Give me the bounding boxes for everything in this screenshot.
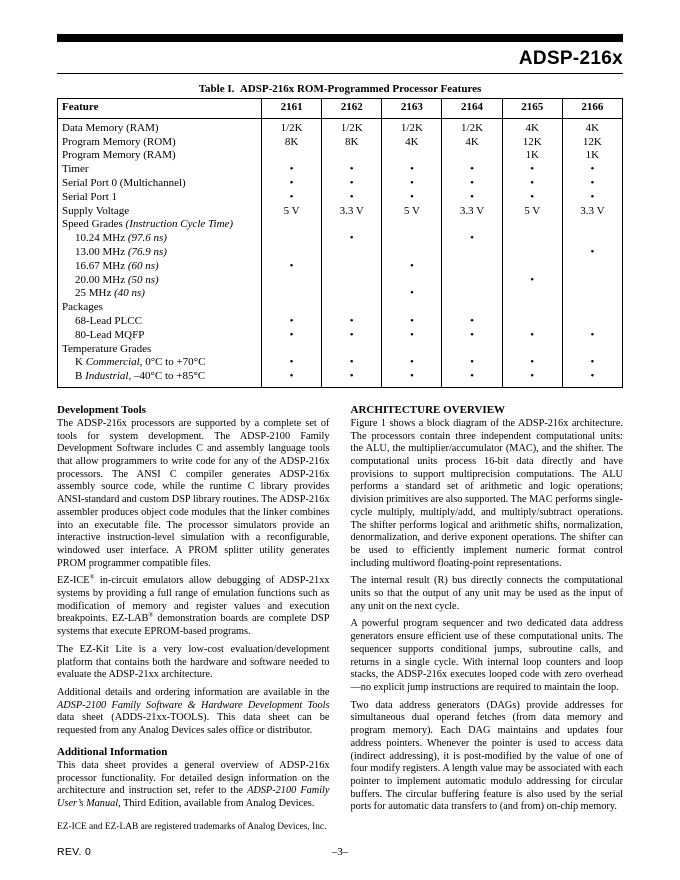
empty-cell	[322, 260, 382, 274]
empty-cell	[442, 246, 502, 260]
value-cell: •	[322, 191, 382, 205]
section-heading-development-tools: Development Tools	[57, 403, 146, 416]
value-cell: 4K	[502, 118, 562, 135]
value-cell: 4K	[442, 136, 502, 150]
value-cell: •	[562, 177, 622, 191]
empty-cell	[442, 260, 502, 274]
table-row	[58, 118, 623, 135]
paragraph-development-tools-3: The EZ-Kit Lite is a very low-cost evaluation/development platform that contains both the hardware and software needed to evaluate the ADSP-21xx architecture.	[57, 643, 330, 681]
empty-cell	[562, 343, 622, 357]
value-cell: 8K	[322, 136, 382, 150]
value-cell: 3.3 V	[442, 205, 502, 219]
empty-cell	[562, 274, 622, 288]
column-header-2161: 2161	[262, 99, 322, 119]
section-heading-additional-information: Additional Information	[57, 745, 168, 758]
empty-cell	[262, 218, 322, 232]
value-cell: •	[442, 356, 502, 370]
value-cell: 1/2K	[322, 118, 382, 135]
feature-cell: Packages	[62, 301, 103, 314]
empty-cell	[502, 287, 562, 301]
table-row	[58, 232, 623, 246]
feature-cell: Serial Port 1	[62, 190, 117, 203]
value-cell: •	[262, 356, 322, 370]
value-cell: •	[262, 177, 322, 191]
empty-cell	[382, 274, 442, 288]
value-cell: •	[442, 163, 502, 177]
empty-cell	[442, 287, 502, 301]
paragraph-development-tools-2: EZ-ICE® in-circuit emulators allow debugging of ADSP-21xx systems by providing a full range of emulation functions such as modification of memory and register values and execution breakpoints. EZ-LAB® demonstration boards are complete DSP systems that execute EPROM-based programs.	[57, 573, 330, 638]
value-cell: •	[562, 191, 622, 205]
feature-cell: Supply Voltage	[62, 204, 130, 217]
empty-cell	[262, 149, 322, 163]
empty-cell	[502, 232, 562, 246]
body-columns	[57, 404, 623, 819]
value-cell: •	[382, 356, 442, 370]
value-cell: •	[382, 315, 442, 329]
trademark-note: EZ-ICE and EZ-LAB are registered trademarks of Analog Devices, Inc.	[57, 822, 327, 832]
value-cell: •	[502, 274, 562, 288]
value-cell: •	[262, 329, 322, 343]
value-cell: •	[322, 315, 382, 329]
value-cell: •	[502, 191, 562, 205]
value-cell: 1/2K	[382, 118, 442, 135]
column-header-2165: 2165	[502, 99, 562, 119]
value-cell: •	[562, 329, 622, 343]
empty-cell	[322, 301, 382, 315]
feature-cell: K Commercial, 0°C to +70°C	[75, 356, 206, 369]
empty-cell	[262, 287, 322, 301]
table-row	[58, 177, 623, 191]
empty-cell	[562, 218, 622, 232]
part-number-title: ADSP-216x	[518, 48, 623, 69]
empty-cell	[442, 301, 502, 315]
feature-cell: Data Memory (RAM)	[62, 121, 159, 134]
value-cell: 1/2K	[442, 118, 502, 135]
value-cell: •	[382, 370, 442, 387]
empty-cell	[382, 232, 442, 246]
value-cell: •	[322, 329, 382, 343]
feature-cell: 13.00 MHz (76.9 ns)	[75, 245, 167, 258]
value-cell: •	[442, 315, 502, 329]
empty-cell	[502, 260, 562, 274]
value-cell: •	[322, 163, 382, 177]
empty-cell	[262, 301, 322, 315]
table-row	[58, 356, 623, 370]
empty-cell	[262, 274, 322, 288]
value-cell: •	[442, 177, 502, 191]
empty-cell	[562, 301, 622, 315]
value-cell: •	[562, 370, 622, 387]
empty-cell	[442, 274, 502, 288]
paragraph-additional-information-1: This data sheet provides a general overview of ADSP-216x processor functionality. For detailed design information on the architecture and instruction set, refer to the ADSP-2100 Family User’s Manual, Third Edition, available from Analog Devices.	[57, 759, 330, 809]
table-row	[58, 246, 623, 260]
empty-cell	[382, 246, 442, 260]
empty-cell	[322, 343, 382, 357]
table-row	[58, 163, 623, 177]
table-row	[58, 149, 623, 163]
value-cell: •	[262, 370, 322, 387]
value-cell: •	[382, 177, 442, 191]
value-cell: •	[322, 356, 382, 370]
value-cell: 8K	[262, 136, 322, 150]
table-row	[58, 260, 623, 274]
empty-cell	[442, 343, 502, 357]
column-header-2162: 2162	[322, 99, 382, 119]
feature-cell: 68-Lead PLCC	[75, 314, 142, 327]
table-row	[58, 301, 623, 315]
value-cell: •	[562, 246, 622, 260]
feature-cell: 20.00 MHz (50 ns)	[75, 273, 159, 286]
value-cell: •	[442, 191, 502, 205]
column-header-2163: 2163	[382, 99, 442, 119]
empty-cell	[322, 246, 382, 260]
value-cell: 5 V	[382, 205, 442, 219]
value-cell: •	[262, 191, 322, 205]
value-cell: 3.3 V	[562, 205, 622, 219]
value-cell: •	[502, 177, 562, 191]
value-cell: •	[562, 163, 622, 177]
empty-cell	[382, 218, 442, 232]
page-number: –3–	[331, 846, 349, 858]
table-title: Table I. ADSP-216x ROM-Programmed Processor Features	[198, 83, 482, 95]
feature-cell: Program Memory (ROM)	[62, 135, 176, 148]
table-row	[58, 315, 623, 329]
empty-cell	[322, 287, 382, 301]
feature-cell: 10.24 MHz (97.6 ns)	[75, 232, 167, 245]
empty-cell	[502, 246, 562, 260]
value-cell: •	[382, 287, 442, 301]
value-cell: •	[502, 329, 562, 343]
feature-cell: 80-Lead MQFP	[75, 328, 145, 341]
header-rule	[57, 73, 623, 74]
value-cell: 1K	[562, 149, 622, 163]
table-row	[58, 287, 623, 301]
value-cell: 4K	[562, 118, 622, 135]
page-content	[57, 34, 623, 819]
empty-cell	[562, 232, 622, 246]
value-cell: •	[502, 356, 562, 370]
empty-cell	[502, 218, 562, 232]
value-cell: •	[442, 329, 502, 343]
empty-cell	[562, 287, 622, 301]
empty-cell	[262, 232, 322, 246]
table-row	[58, 370, 623, 387]
feature-cell: Serial Port 0 (Multichannel)	[62, 176, 186, 189]
value-cell: 4K	[382, 136, 442, 150]
header-black-bar	[57, 34, 623, 42]
value-cell: •	[262, 260, 322, 274]
empty-cell	[382, 343, 442, 357]
empty-cell	[322, 149, 382, 163]
value-cell: 5 V	[262, 205, 322, 219]
value-cell: 3.3 V	[322, 205, 382, 219]
table-row	[58, 274, 623, 288]
revision-label: REV. 0	[57, 846, 92, 858]
empty-cell	[322, 218, 382, 232]
value-cell: •	[322, 177, 382, 191]
empty-cell	[502, 315, 562, 329]
left-column	[57, 404, 330, 819]
value-cell: •	[382, 260, 442, 274]
column-header-2166: 2166	[562, 99, 622, 119]
table-row	[58, 343, 623, 357]
value-cell: 5 V	[502, 205, 562, 219]
value-cell: •	[262, 315, 322, 329]
empty-cell	[502, 301, 562, 315]
paragraph-development-tools-4: Additional details and ordering information are available in the ADSP-2100 Family Software & Hardware Development Tools data sheet (ADDS-21xx-TOOLS). This data sheet can be requested from any Analog Devices sales office or distributor.	[57, 687, 330, 737]
paragraph-architecture-3: A powerful program sequencer and two dedicated data address generators ensure efficient use of these computational units. The sequencer supports conditional jumps, subroutine calls, and returns in a single cycle. With internal loop counters and loop stacks, the ADSP-216x executes looped code with zero overhead—no explicit jump instructions are required to maintain the loop.	[350, 618, 623, 693]
feature-cell: Speed Grades (Instruction Cycle Time)	[62, 218, 234, 231]
value-cell: •	[322, 232, 382, 246]
value-cell: •	[442, 370, 502, 387]
paragraph-architecture-2: The internal result (R) bus directly connects the computational units so that the output of any unit may be used as the input of any unit on the next cycle.	[350, 575, 623, 612]
value-cell: •	[382, 329, 442, 343]
feature-cell: 25 MHz (40 ns)	[75, 287, 145, 300]
empty-cell	[322, 274, 382, 288]
right-column	[351, 404, 624, 819]
empty-cell	[262, 246, 322, 260]
value-cell: •	[382, 163, 442, 177]
empty-cell	[502, 343, 562, 357]
paragraph-architecture-1: Figure 1 shows a block diagram of the ADSP-216x architecture. The processors contain three independent computational units: the ALU, the multiplier/accumulator (MAC), and the shifter. The computational units process 16-bit data directly and have provisions to support multiprecision computations. The ALU performs a standard set of arithmetic and logic operations; division primitives are also supported. The MAC performs single-cycle multiply, multiply/add, and multiply/subtract operations. The shifter performs logical and arithmetic shifts, normalization, denormalization, and derive exponent operations. The shifter can be used to efficiently implement numeric format control including multiword floating-point representations.	[350, 417, 623, 569]
empty-cell	[382, 149, 442, 163]
empty-cell	[562, 315, 622, 329]
table-row	[58, 136, 623, 150]
table-row	[58, 191, 623, 205]
feature-cell: Timer	[62, 163, 89, 176]
value-cell: •	[502, 163, 562, 177]
empty-cell	[442, 149, 502, 163]
value-cell: 12K	[502, 136, 562, 150]
value-cell: •	[502, 370, 562, 387]
value-cell: •	[442, 232, 502, 246]
value-cell: •	[562, 356, 622, 370]
feature-cell: 16.67 MHz (60 ns)	[75, 259, 159, 272]
value-cell: •	[382, 191, 442, 205]
table-row	[58, 205, 623, 219]
empty-cell	[262, 343, 322, 357]
feature-cell: Program Memory (RAM)	[62, 149, 176, 162]
value-cell: 12K	[562, 136, 622, 150]
value-cell: 1K	[502, 149, 562, 163]
column-header-feature: Feature	[58, 99, 262, 119]
table-row	[58, 329, 623, 343]
section-heading-architecture-overview: ARCHITECTURE OVERVIEW	[350, 403, 506, 416]
features-table-body	[58, 118, 623, 387]
table-row	[58, 218, 623, 232]
feature-cell: Temperature Grades	[62, 342, 152, 355]
empty-cell	[442, 218, 502, 232]
paragraph-development-tools-1: The ADSP-216x processors are supported by a complete set of tools for system development. The ADSP-2100 Family Development Software includes C and assembly language tools that allow programmers to write code for any of the ADSP-216x processors. The ANSI C compiler generates ADSP-216x assembly source code, while the runtime C library provides ANSI-standard and custom DSP library routines. The ADSP-216x assembler produces object code modules that the linker combines into an executable file. The processor simulators provide an interactive instruction-level simulation with a reconfigurable, windowed user interface. A PROM splitter utility generates PROM programmer compatible files.	[57, 417, 330, 569]
empty-cell	[562, 260, 622, 274]
features-table	[57, 98, 623, 388]
empty-cell	[382, 301, 442, 315]
value-cell: 1/2K	[262, 118, 322, 135]
feature-cell: B Industrial, –40°C to +85°C	[75, 370, 206, 383]
value-cell: •	[262, 163, 322, 177]
features-table-header-row	[58, 99, 623, 119]
footer-line	[57, 846, 623, 860]
value-cell: •	[322, 370, 382, 387]
column-header-2164: 2164	[442, 99, 502, 119]
paragraph-architecture-4: Two data address generators (DAGs) provide addresses for simultaneous dual operand fetches (from data memory and program memory). Each DAG maintains and updates four address pointers. Whenever the pointer is used to access data (indirect addressing), it is post-modified by the value of one of four modify registers. A length value may be associated with each pointer to implement automatic modulo addressing for circular buffers. The circular buffering feature is also used by the serial ports for automatic data transfers to (and from) on-chip memory.	[350, 699, 623, 813]
